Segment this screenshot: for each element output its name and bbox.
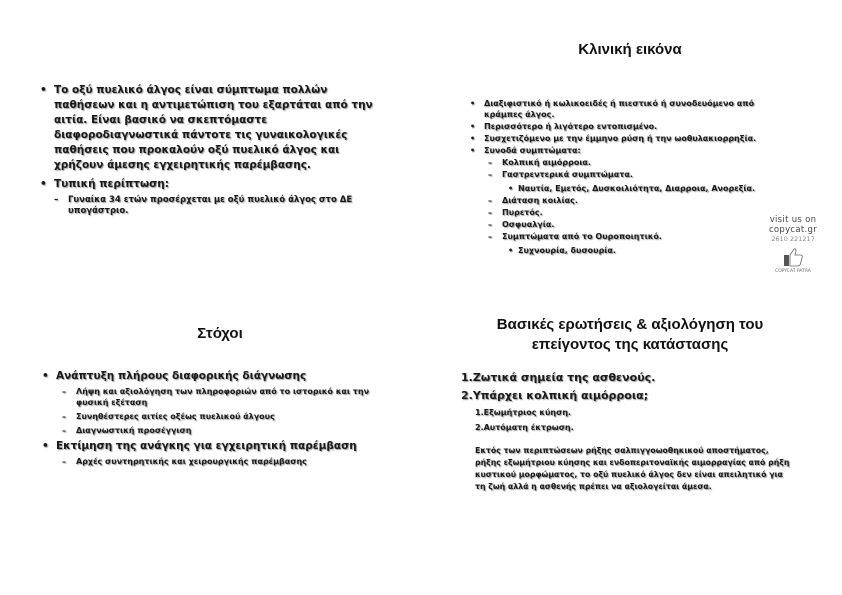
symptom-detail: • Ναυτία, Εμετός, Δυσκοιλιότητα, Διαρροια, Ανορεξία. (508, 183, 768, 194)
summary-paragraph: Εκτός των περιπτώσεων ρήξης σαλπιγγοωοθηκικού αποστήματος, ρήξης εξωμήτριου κύησης και ενδοπεριτοναϊκής αιμορραγίας από ρήξη κυστικού μορφώματος, το οξύ πυελικό άλγος δεν είναι απειλητικό για τη ζωή αλλά η ασθενής πρέπει να αξιολογείται άμεσα. (475, 446, 790, 491)
thumbs-up-icon (782, 246, 804, 268)
list-item: • Διαξιφιστικό ή κωλικοειδές ή πιεστικό ή συνοδευόμενο από κράμπες άλγος. (468, 98, 768, 120)
intro-bullet: • Το οξύ πυελικό άλγος είναι σύμπτωμα πολλών παθήσεων και η αντιμετώπιση του εξαρτάται από την αιτία. Είναι βασικό να σκεπτόμαστε διαφοροδιαγνωστικά πάντοτε τις γυναικολογικές παθήσεις που προκαλούν οξύ πυελικό άλγος και χρήζουν άμεσης εγχειρητικής παρέμβασης. (38, 83, 388, 173)
clinical-picture-title: Κλινική εικόνα (578, 41, 682, 58)
list-item: • Συσχετιζόμενο με την έμμηνο ρύση ή την ωοθυλακιορρηξία. (468, 133, 768, 144)
goal-subitem: – Λήψη και αξιολόγηση των πληροφοριών από το ιστορικό και την φυσική εξέταση (62, 386, 380, 408)
symptom-item: – Διάταση κοιλίας. (488, 195, 768, 206)
question-1: 1.Ζωτικά σημεία της ασθενούς. (461, 371, 656, 384)
goal-subitem: – Αρχές συντηρητικής και χειρουργικής παρέμβασης (62, 456, 380, 467)
symptom-item: – Κολπική αιμόρροια. (488, 157, 768, 168)
goal-item: • Εκτίμηση της ανάγκης για εγχειρητική παρέμβαση – Αρχές συντηρητικής και χειρουργικής παρέμβασης (40, 439, 380, 467)
symptom-item: – Συμπτώματα από το Ουροποιητικό. • Συχνουρία, δυσουρία. (488, 231, 768, 256)
basic-questions-title: Βασικές ερωτήσεις & αξιολόγηση του επείγοντος της κατάστασης (496, 316, 764, 354)
question-2-option: 1.Εξωμήτριος κύηση. (475, 408, 572, 417)
symptom-item: – Γαστρεντερικά συμπτώματα. • Ναυτία, Εμετός, Δυσκοιλιότητα, Διαρροια, Ανορεξία. (488, 169, 768, 194)
typical-case-bullet: • Τυπική περίπτωση: – Γυναίκα 34 ετών προσέρχεται με οξύ πυελικό άλγος στο ΔΕ υπογάστριο. (38, 177, 388, 217)
goal-subitem: – Συνηθέστερες αιτίες οξέως πυελικού άλγους (62, 411, 380, 422)
slide-1-content (38, 83, 388, 221)
list-item: • Συνοδά συμπτώματα: – Κολπική αιμόρροια. – Γαστρεντερικά συμπτώματα. • Ναυτία, Εμετός, Δυσκοιλιότητα, Διαρροια, Ανορεξία. – Διάταση κοιλίας. – Πυρετός. – Οσφυαλγία. – Συμπτώματα από το Ουροποιητικό. • Συχνουρία, δυσουρία. (468, 145, 768, 256)
goal-item: • Ανάπτυξη πλήρους διαφορικής διάγνωσης – Λήψη και αξιολόγηση των πληροφοριών από το ιστορικό και την φυσική εξέταση – Συνηθέστερες αιτίες οξέως πυελικού άλγους – Διαγνωστική προσέγγιση (40, 369, 380, 436)
watermark-line-1: visit us on (769, 215, 817, 225)
goal-subitem: – Διαγνωστική προσέγγιση (62, 425, 380, 436)
slide-3-content (40, 369, 380, 470)
question-2: 2.Υπάρχει κολπική αιμόρροια; (461, 389, 649, 402)
symptom-item: – Οσφυαλγία. (488, 219, 768, 230)
symptom-detail: • Συχνουρία, δυσουρία. (508, 245, 768, 256)
slide-2-content (468, 98, 768, 257)
list-item: • Περισσότερο ή λιγότερο εντοπισμένο. (468, 121, 768, 132)
question-2-option: 2.Αυτόματη έκτρωση. (475, 423, 574, 432)
goals-title: Στόχοι (197, 325, 243, 342)
watermark-phone: 2610 221217 (771, 235, 815, 243)
watermark-brand: COPYCAT PATRA (775, 269, 811, 274)
slide-4-content (461, 369, 791, 493)
watermark-line-2: copycat.gr (768, 225, 818, 235)
copycat-watermark (762, 215, 824, 274)
symptom-item: – Πυρετός. (488, 207, 768, 218)
case-description: – Γυναίκα 34 ετών προσέρχεται με οξύ πυελικό άλγος στο ΔΕ υπογάστριο. (54, 195, 388, 217)
